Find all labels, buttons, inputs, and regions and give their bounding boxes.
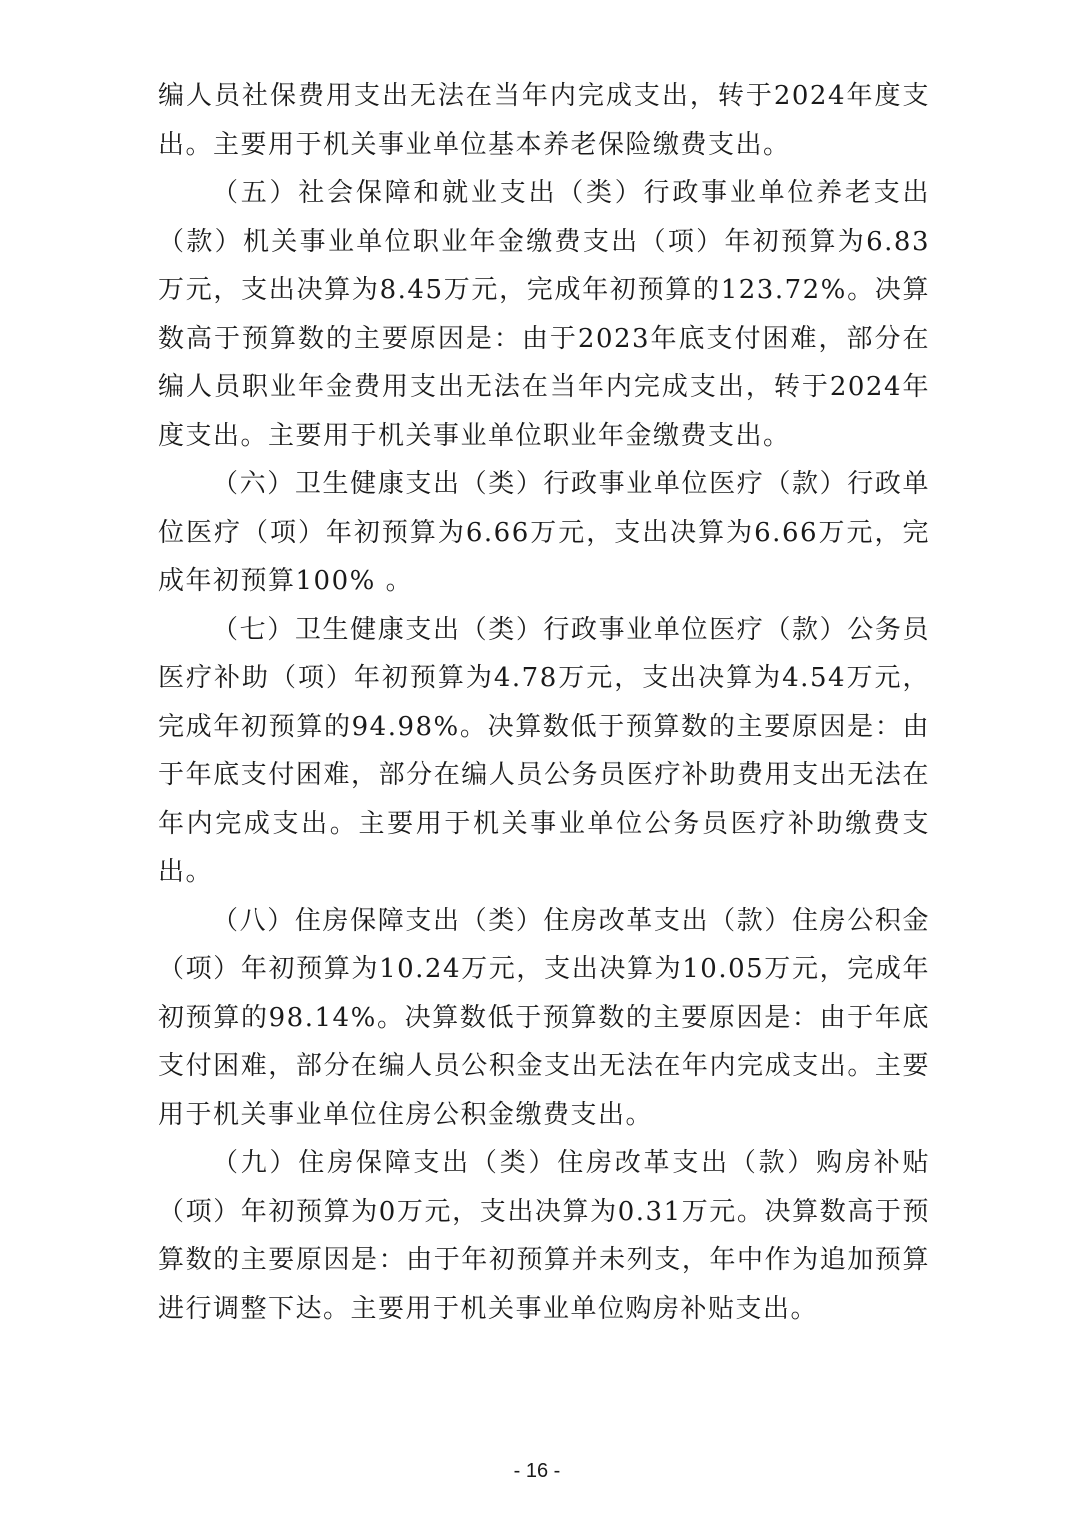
paragraph-item-5: （五）社会保障和就业支出（类）行政事业单位养老支出（款）机关事业单位职业年金缴费支出（项）年初预算为6.83万元，支出决算为8.45万元，完成年初预算的123.72%。决算数高于预算数的主要原因是：由于2023年底支付困难，部分在编人员职业年金费用支出无法在当年内完成支出，转于2024年度支出。主要用于机关事业单位职业年金缴费支出。 bbox=[158, 178, 930, 451]
paragraph-item-7: （七）卫生健康支出（类）行政事业单位医疗（款）公务员医疗补助（项）年初预算为4.78万元，支出决算为4.54万元，完成年初预算的94.98%。决算数低于预算数的主要原因是：由于年底支付困难，部分在编人员公务员医疗补助费用支出无法在年内完成支出。主要用于机关事业单位公务员医疗补助缴费支出。 bbox=[158, 614, 930, 887]
document-body bbox=[158, 72, 930, 1333]
paragraph-item-6: （六）卫生健康支出（类）行政事业单位医疗（款）行政单位医疗（项）年初预算为6.66万元，支出决算为6.66万元，完成年初预算100% 。 bbox=[158, 469, 930, 596]
paragraph-item-8: （八）住房保障支出（类）住房改革支出（款）住房公积金（项）年初预算为10.24万元，支出决算为10.05万元，完成年初预算的98.14%。决算数低于预算数的主要原因是：由于年底支付困难，部分在编人员公积金支出无法在年内完成支出。主要用于机关事业单位住房公积金缴费支出。 bbox=[158, 905, 930, 1130]
paragraph-item-9: （九）住房保障支出（类）住房改革支出（款）购房补贴（项）年初预算为0万元，支出决算为0.31万元。决算数高于预算数的主要原因是：由于年初预算并未列支，年中作为追加预算进行调整下达。主要用于机关事业单位购房补贴支出。 bbox=[158, 1148, 930, 1324]
paragraph-continuation: 编人员社保费用支出无法在当年内完成支出，转于2024年度支出。主要用于机关事业单位基本养老保险缴费支出。 bbox=[158, 81, 930, 160]
page-number: - 16 - bbox=[513, 1460, 561, 1482]
